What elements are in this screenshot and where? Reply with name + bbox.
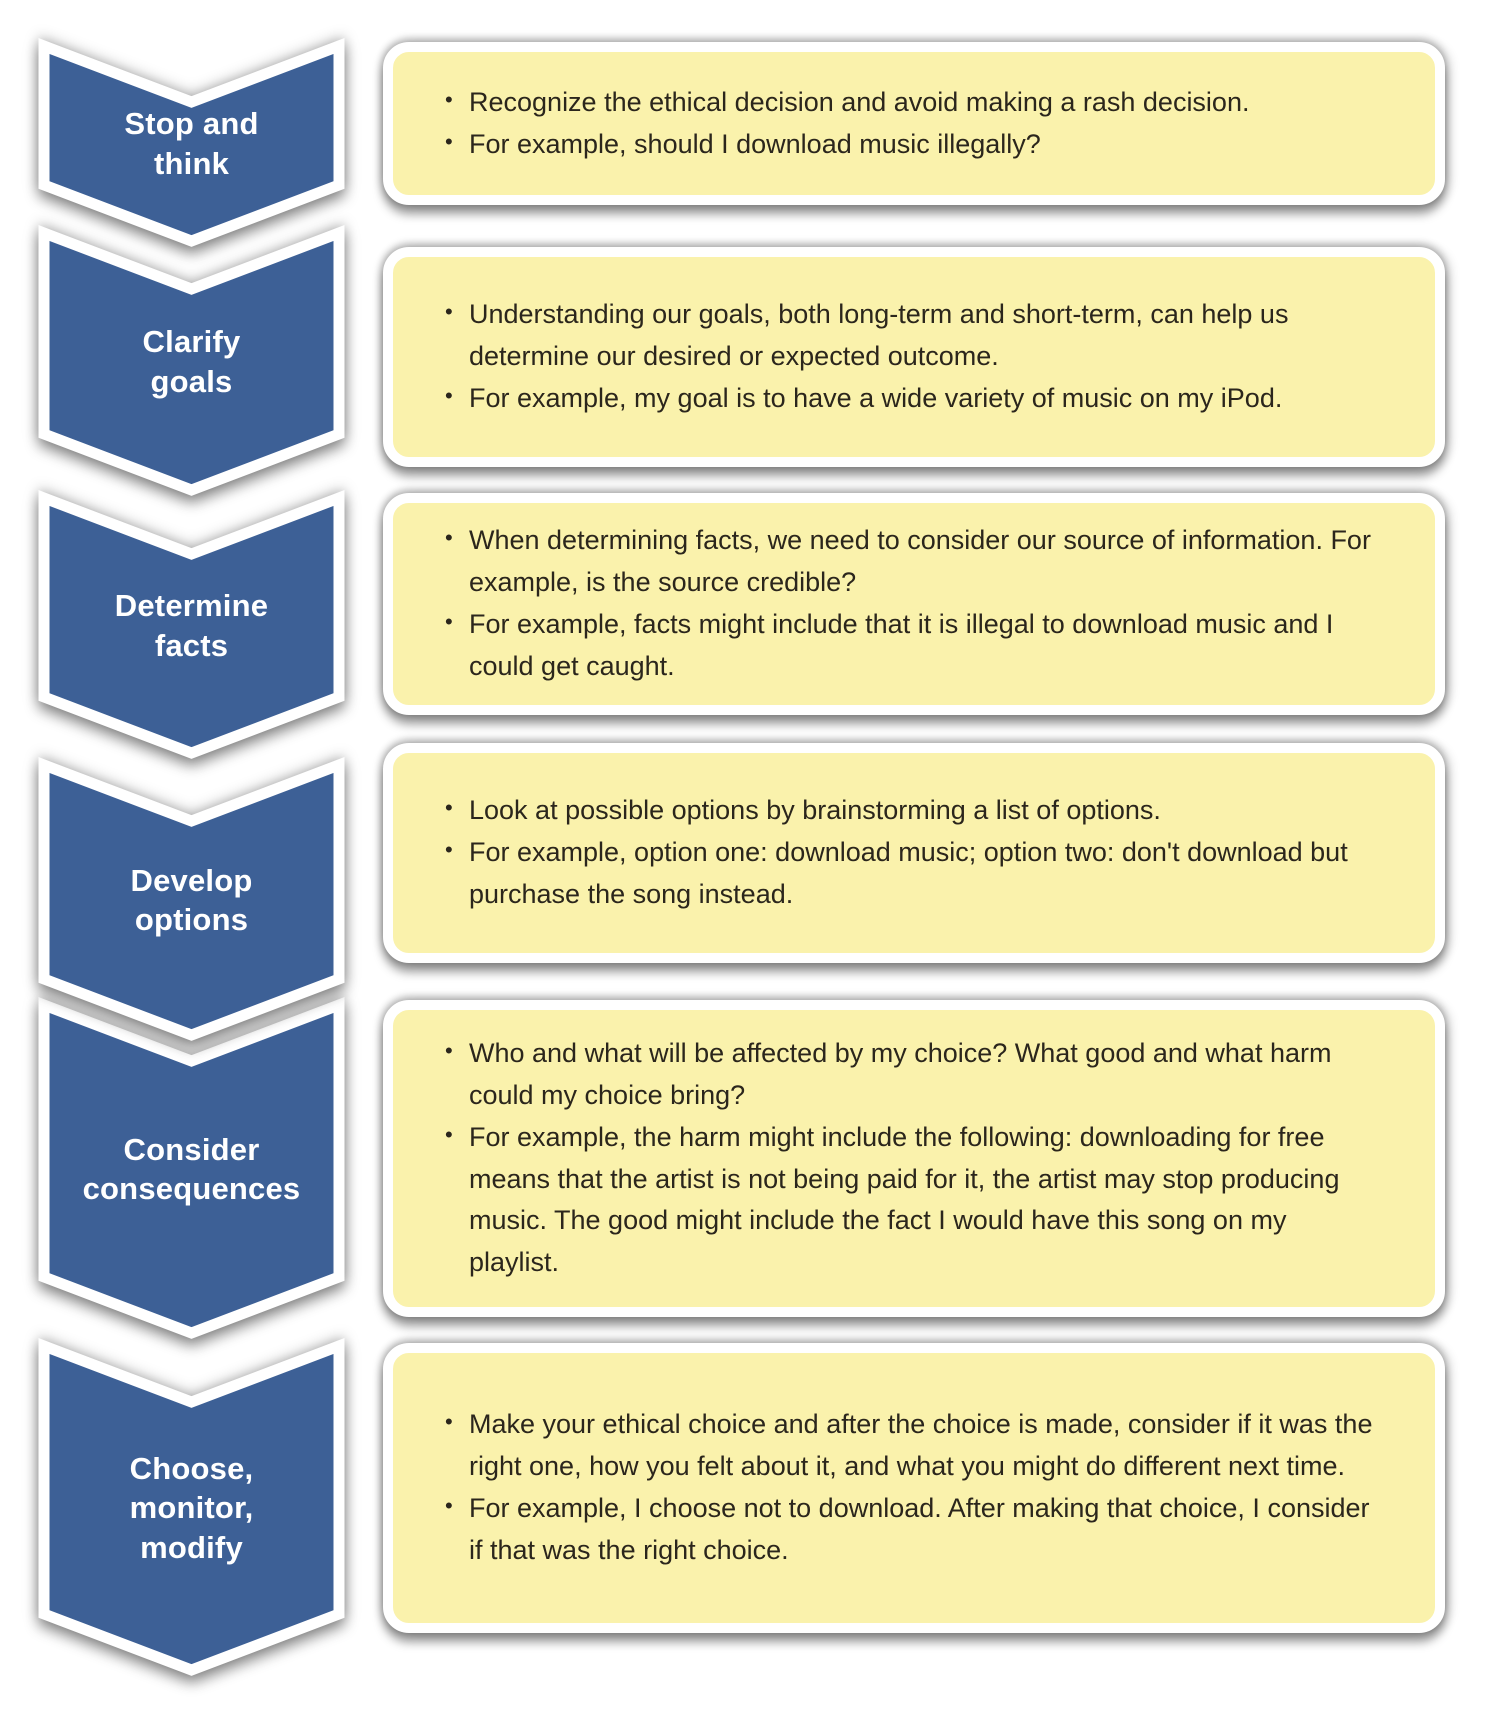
bullet-item: • Recognize the ethical decision and avoid making a rash decision.	[439, 82, 1249, 124]
label-line: consequences	[82, 1171, 301, 1206]
chevron-step-1-label	[38, 38, 345, 253]
note-box-6	[383, 1343, 1445, 1633]
chevron-step-3	[38, 490, 345, 765]
note-box-5	[383, 1000, 1445, 1317]
bullet-list	[393, 784, 1435, 922]
bullet-item: • For example, option one: download music; option two: don't download but purchase the song instead.	[439, 832, 1383, 916]
bullet-item: • When determining facts, we need to consider our source of information. For example, is the source credible?	[439, 520, 1383, 604]
label-line: monitor,	[129, 1490, 254, 1526]
label-line: Clarify	[142, 324, 241, 360]
chevron-step-5-label	[38, 997, 345, 1345]
bullet-item: • For example, should I download music illegally?	[439, 124, 1249, 166]
label-line: Stop and	[124, 106, 259, 142]
bullet-list	[393, 514, 1435, 693]
bullet-list	[393, 288, 1435, 426]
label-line: Develop	[130, 862, 253, 898]
chevron-step-6	[38, 1338, 345, 1682]
bullet-item: • For example, the harm might include the following: downloading for free means that the artist is not being paid for it, the artist may stop producing music. The good might include the fact I would have this song on my playlist.	[439, 1117, 1383, 1284]
bullet-list	[393, 1027, 1435, 1290]
chevron-step-5	[38, 997, 345, 1345]
bullet-item: • Understanding our goals, both long-term and short-term, can help us determine our desired or expected outcome.	[439, 294, 1383, 378]
bullet-list	[393, 76, 1301, 172]
note-box-1	[383, 42, 1445, 205]
bullet-item: • For example, facts might include that it is illegal to download music and I could get caught.	[439, 604, 1383, 688]
chevron-step-2-label	[38, 225, 345, 502]
bullet-item: • For example, my goal is to have a wide variety of music on my iPod.	[439, 378, 1383, 420]
bullet-item: • Look at possible options by brainstorming a list of options.	[439, 790, 1383, 832]
label-line: modify	[140, 1529, 243, 1565]
label-line: goals	[150, 363, 233, 399]
label-line: Determine	[114, 588, 269, 624]
bullet-item: • Make your ethical choice and after the choice is made, consider if it was the right one, how you felt about it, and what you might do different next time.	[439, 1404, 1383, 1488]
label-line: Choose,	[129, 1451, 254, 1487]
bullet-item: • Who and what will be affected by my choice? What good and what harm could my choice bring?	[439, 1033, 1383, 1117]
bullet-list	[393, 1398, 1435, 1577]
label-line: Consider	[123, 1131, 260, 1167]
chevron-step-4	[38, 757, 345, 1047]
label-line: think	[153, 145, 230, 181]
note-box-3	[383, 493, 1445, 715]
note-box-2	[383, 247, 1445, 467]
bullet-item: • For example, I choose not to download. After making that choice, I consider if that was the right choice.	[439, 1488, 1383, 1572]
chevron-step-3-label	[38, 490, 345, 765]
chevron-step-1	[38, 38, 345, 253]
label-line: facts	[154, 627, 229, 663]
note-box-4	[383, 743, 1445, 963]
chevron-step-4-label	[38, 757, 345, 1047]
label-line: options	[134, 902, 249, 937]
chevron-step-2	[38, 225, 345, 502]
chevron-step-6-label	[38, 1338, 345, 1682]
